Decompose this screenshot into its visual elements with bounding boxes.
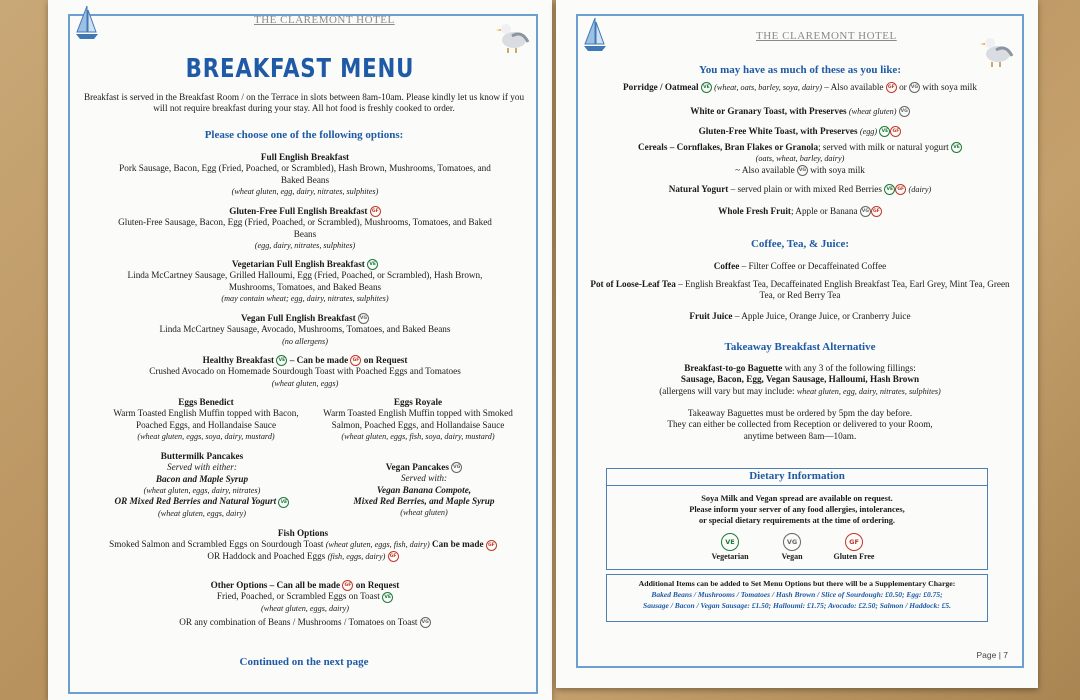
- hotel-name: THE CLAREMONT HOTEL: [756, 30, 897, 42]
- item-allergens: (no allergens): [282, 336, 328, 346]
- item-desc: Linda McCartney Sausage, Grilled Halloumi, Egg (Fried, Poached, or Scrambled), Hash Brown, Mushrooms, Tomatoes, and Baked Beans: [127, 270, 483, 292]
- menu-page-right: [556, 0, 1038, 688]
- ve-badge-icon: VE: [951, 142, 962, 153]
- gf-badge-icon: GF: [486, 540, 497, 551]
- menu-item-coffee: Coffee – Filter Coffee or Decaffeinated Coffee: [713, 261, 887, 271]
- intro-text: Breakfast is served in the Breakfast Room / on the Terrace in slots between 8am-10am. Please kindly let us know if you will not require breakfast during your stay. All hot food is freshly cooked to order.: [83, 92, 525, 113]
- gf-badge-icon: GF: [845, 533, 863, 551]
- menu-item-juice: Fruit Juice – Apple Juice, Orange Juice, or Cranberry Juice: [689, 311, 911, 321]
- menu-item-vegan-pancakes: Vegan Pancakes VG Served with: Vegan Banana Compote, Mixed Red Berries, and Maple Syrup (wheat gluten): [353, 462, 495, 518]
- gf-badge-icon: GF: [886, 82, 897, 93]
- item-allergens: (may contain wheat; egg, dairy, nitrates, sulphites): [221, 293, 389, 303]
- menu-item-fresh-fruit: Whole Fresh Fruit; Apple or Banana VG GF: [586, 206, 1014, 217]
- item-name: Full English Breakfast: [260, 152, 350, 162]
- vg-badge-icon: VG: [783, 533, 801, 551]
- gf-badge-icon: GF: [370, 206, 381, 217]
- menu-page-left: [48, 0, 552, 700]
- legend-vegan: VG Vegan: [757, 533, 827, 562]
- menu-item-baguette: Breakfast-to-go Baguette with any 3 of the following fillings: Sausage, Bacon, Egg, Vegan Sausage, Halloumi, Hash Brown (allergens will vary but may include: wheat gluten, egg, dairy, nitrates, sulphites): [659, 363, 941, 396]
- item-name: Vegetarian Full English Breakfast: [231, 259, 365, 269]
- menu-item-other-options: Other Options – Can all be made GF on Request Fried, Poached, or Scrambled Eggs on Toast VE (wheat gluten, eggs, dairy) OR any combination of Beans / Mushrooms / Tomatoes on Toast VG: [179, 580, 429, 628]
- menu-item-toast: White or Granary Toast, with Preserves (wheat gluten) VG: [690, 106, 908, 116]
- gf-badge-icon: GF: [871, 206, 882, 217]
- menu-item-natural-yogurt: Natural Yogurt – served plain or with mixed Red Berries VE GF (dairy): [668, 184, 932, 194]
- vg-badge-icon: VG: [899, 106, 910, 117]
- menu-item-cereals: Cereals – Cornflakes, Bran Flakes or Granola; served with milk or natural yogurt VE (oats, wheat, barley, dairy) ~ Also available VG with soya milk: [586, 142, 1014, 176]
- ve-badge-icon: VE: [276, 355, 287, 366]
- item-desc: Gluten-Free Sausage, Bacon, Egg (Fried, Poached, or Scrambled), Mushrooms, Tomatoes, and Baked Beans: [118, 217, 492, 239]
- ve-badge-icon: VE: [367, 259, 378, 270]
- vg-badge-icon: VG: [797, 165, 808, 176]
- section-heading-drinks: Coffee, Tea, & Juice:: [750, 238, 850, 250]
- menu-item-vegetarian-full-english: [108, 259, 502, 304]
- vg-badge-icon: VG: [420, 617, 431, 628]
- menu-item-gf-toast: Gluten-Free White Toast, with Preserves (egg) VE GF: [586, 126, 1014, 137]
- menu-item-buttermilk-pancakes: Buttermilk Pancakes Served with either: Bacon and Maple Syrup (wheat gluten, eggs, dairy, nitrates) OR Mixed Red Berries and Natural Yogurt VE (wheat gluten, eggs, dairy): [82, 451, 322, 519]
- menu-item-eggs-benedict: Eggs Benedict Warm Toasted English Muffin topped with Bacon, Poached Eggs, and Hollandaise Sauce (wheat gluten, eggs, soya, dairy, mustard): [113, 397, 299, 441]
- gf-badge-icon: GF: [388, 551, 399, 562]
- menu-item-gf-full-english: [108, 206, 502, 251]
- vg-badge-icon: VG: [358, 313, 369, 324]
- menu-item-vegan-full-english: [108, 313, 502, 347]
- gf-badge-icon: GF: [350, 355, 361, 366]
- gf-badge-icon: GF: [890, 126, 901, 137]
- item-name: Healthy Breakfast: [202, 355, 275, 365]
- dietary-title: Dietary Information: [749, 470, 845, 482]
- menu-item-porridge: Porridge / Oatmeal VE (wheat, oats, barley, soya, dairy) – Also available GF or VG with soya milk: [623, 82, 977, 92]
- item-name: Vegan Full English Breakfast: [241, 313, 356, 323]
- gf-badge-icon: GF: [895, 184, 906, 195]
- vg-badge-icon: VG: [909, 82, 920, 93]
- ve-badge-icon: VE: [879, 126, 890, 137]
- item-desc: Linda McCartney Sausage, Avocado, Mushrooms, Tomatoes, and Baked Beans: [159, 324, 451, 335]
- dietary-text: Soya Milk and Vegan spread are available on request. Please inform your server of any food allergies, intolerances, or special dietary requirements at the time of ordering.: [689, 494, 905, 525]
- takeaway-note: Takeaway Baguettes must be ordered by 5pm the day before. They can either be collected from Reception or delivered to your Room, anytime between 8am—10am.: [667, 408, 933, 441]
- hotel-name: THE CLAREMONT HOTEL: [254, 14, 395, 26]
- sailboat-icon: [74, 4, 100, 42]
- seagull-icon: [492, 16, 532, 54]
- ve-badge-icon: VE: [721, 533, 739, 551]
- ve-badge-icon: VE: [382, 592, 393, 603]
- menu-item-tea: Pot of Loose-Leaf Tea – English Breakfast Tea, Decaffeinated English Breakfast Tea, Earl Grey, Mint Tea, Green Tea, or Red Berry Tea: [590, 279, 1010, 301]
- continued-note: Continued on the next page: [239, 656, 369, 668]
- section-heading-unlimited: You may have as much of these as you like:: [699, 64, 901, 76]
- menu-item-fish-options: Fish Options Smoked Salmon and Scrambled Eggs on Sourdough Toast (wheat gluten, eggs, fish, dairy) Can be made GF OR Haddock and Poached Eggs (fish, eggs, dairy) GF: [74, 528, 532, 562]
- seagull-icon: [976, 30, 1016, 68]
- item-allergens: (egg, dairy, nitrates, sulphites): [254, 240, 356, 250]
- menu-item-eggs-royale: Eggs Royale Warm Toasted English Muffin topped with Smoked Salmon, Poached Eggs, and Hollandaise Sauce (wheat gluten, eggs, fish, soya, dairy, mustard): [323, 397, 513, 441]
- menu-item-healthy-breakfast: Healthy Breakfast VE – Can be made GF on Request Crushed Avocado on Homemade Sourdough Toast with Poached Eggs and Tomatoes (wheat gluten, eggs): [108, 355, 502, 389]
- dietary-info-box: [606, 468, 988, 570]
- ve-badge-icon: VE: [701, 82, 712, 93]
- legend-vegetarian: VE Vegetarian: [695, 533, 765, 562]
- item-allergens: (wheat gluten, eggs): [271, 378, 339, 388]
- legend-gluten-free: GF Gluten Free: [819, 533, 889, 562]
- ve-badge-icon: VE: [278, 497, 289, 508]
- item-allergens: (wheat gluten, egg, dairy, nitrates, sulphites): [231, 186, 379, 196]
- item-desc: Pork Sausage, Bacon, Egg (Fried, Poached, or Scrambled), Hash Brown, Mushrooms, Tomatoes, and Baked Beans: [119, 163, 491, 185]
- gf-badge-icon: GF: [342, 580, 353, 591]
- sailboat-icon: [582, 16, 608, 54]
- additional-items-box: Additional Items can be added to Set Menu Options but there will be a Supplementary Charge: Baked Beans / Mushrooms / Tomatoes / Hash Brown / Slice of Sourdough: £0.50; Egg: £0.75; Sausage / Bacon / Vegan Sausage: £1.50; Halloumi: £1.75; Avocado: £2.50; Salmon / Haddock: £5.: [606, 574, 988, 622]
- section-heading-takeaway: Takeaway Breakfast Alternative: [724, 341, 876, 353]
- item-desc: Crushed Avocado on Homemade Sourdough Toast with Poached Eggs and Tomatoes: [149, 366, 461, 377]
- page-title: BREAKFAST MENU: [185, 54, 415, 84]
- item-name: Gluten-Free Full English Breakfast: [229, 206, 368, 216]
- choose-heading: Please choose one of the following options:: [204, 129, 404, 141]
- vg-badge-icon: VG: [451, 462, 462, 473]
- ve-badge-icon: VE: [884, 184, 895, 195]
- menu-item-full-english: [108, 152, 502, 197]
- vg-badge-icon: VG: [860, 206, 871, 217]
- page-number: Page | 7: [976, 650, 1008, 660]
